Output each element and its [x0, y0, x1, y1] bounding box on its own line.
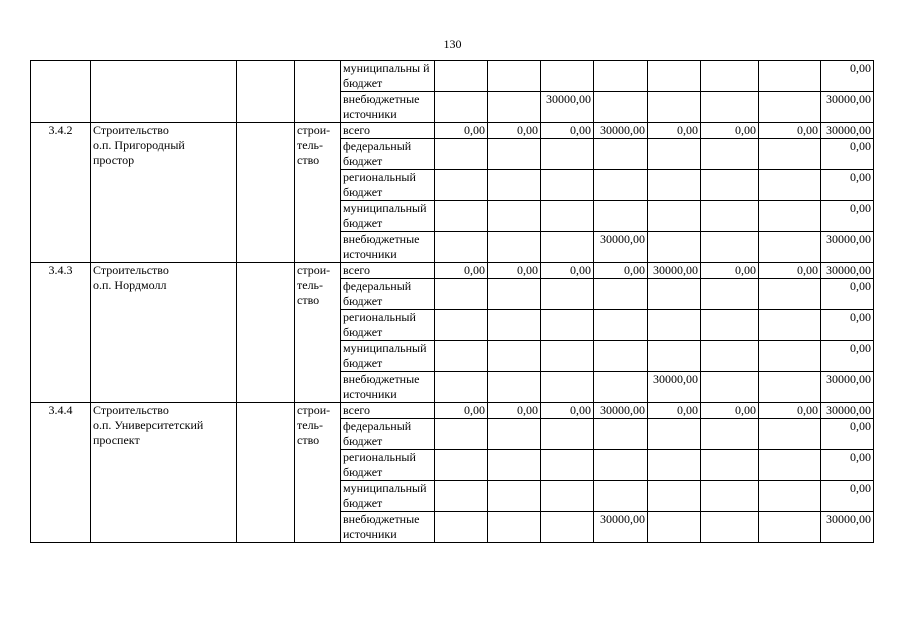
funding-value-1 — [435, 450, 488, 481]
funding-value-3 — [541, 232, 594, 263]
funding-source-cell: региональный бюджет — [341, 450, 435, 481]
funding-value-8: 0,00 — [821, 139, 874, 170]
funding-value-1 — [435, 310, 488, 341]
funding-value-6: 0,00 — [701, 123, 759, 139]
funding-value-2 — [488, 310, 541, 341]
funding-value-5 — [648, 139, 701, 170]
item-type-cell: строи- тель- ство — [295, 403, 341, 543]
funding-value-5 — [648, 92, 701, 123]
funding-value-6: 0,00 — [701, 263, 759, 279]
funding-value-4: 0,00 — [594, 263, 648, 279]
funding-value-2 — [488, 419, 541, 450]
funding-value-4: 30000,00 — [594, 403, 648, 419]
funding-value-5 — [648, 232, 701, 263]
budget-table — [30, 60, 874, 543]
funding-source-cell: всего — [341, 263, 435, 279]
funding-value-1 — [435, 201, 488, 232]
funding-value-8: 0,00 — [821, 310, 874, 341]
funding-value-7 — [759, 61, 821, 92]
item-type-cell — [295, 61, 341, 123]
item-type-cell: строи- тель- ство — [295, 263, 341, 403]
funding-value-4 — [594, 170, 648, 201]
funding-value-3 — [541, 139, 594, 170]
item-type-cell: строи- тель- ство — [295, 123, 341, 263]
funding-value-3 — [541, 310, 594, 341]
funding-value-7: 0,00 — [759, 403, 821, 419]
funding-value-3: 30000,00 — [541, 92, 594, 123]
funding-value-8: 0,00 — [821, 61, 874, 92]
funding-value-3 — [541, 512, 594, 543]
funding-value-4 — [594, 201, 648, 232]
table-row — [31, 61, 874, 92]
funding-value-4 — [594, 61, 648, 92]
funding-value-3 — [541, 341, 594, 372]
funding-value-4 — [594, 92, 648, 123]
funding-value-7 — [759, 481, 821, 512]
funding-value-3 — [541, 201, 594, 232]
funding-value-5 — [648, 481, 701, 512]
funding-value-1 — [435, 139, 488, 170]
funding-value-6 — [701, 450, 759, 481]
funding-value-3 — [541, 279, 594, 310]
funding-value-1 — [435, 341, 488, 372]
funding-value-3 — [541, 450, 594, 481]
funding-value-1: 0,00 — [435, 123, 488, 139]
funding-value-1 — [435, 232, 488, 263]
funding-value-6: 0,00 — [701, 403, 759, 419]
empty-cell — [237, 123, 295, 263]
funding-value-2 — [488, 450, 541, 481]
funding-value-2 — [488, 139, 541, 170]
funding-value-6 — [701, 232, 759, 263]
funding-value-4 — [594, 279, 648, 310]
funding-source-cell: всего — [341, 123, 435, 139]
item-name-cell: Строительство о.п. Университетский проспект — [91, 403, 237, 543]
page-number: 130 — [443, 37, 462, 51]
funding-source-cell: региональный бюджет — [341, 170, 435, 201]
funding-value-5 — [648, 341, 701, 372]
funding-value-4 — [594, 481, 648, 512]
funding-value-5 — [648, 279, 701, 310]
funding-value-2 — [488, 512, 541, 543]
funding-source-cell: федеральный бюджет — [341, 139, 435, 170]
funding-value-7 — [759, 279, 821, 310]
empty-cell — [237, 263, 295, 403]
funding-value-5 — [648, 61, 701, 92]
funding-value-8: 30000,00 — [821, 403, 874, 419]
item-name-cell: Строительство о.п. Пригородный простор — [91, 123, 237, 263]
item-code-cell: 3.4.4 — [31, 403, 91, 543]
funding-value-1: 0,00 — [435, 403, 488, 419]
funding-source-cell: региональный бюджет — [341, 310, 435, 341]
funding-source-cell: внебюджетные источники — [341, 372, 435, 403]
funding-source-cell: всего — [341, 403, 435, 419]
funding-value-2: 0,00 — [488, 403, 541, 419]
funding-value-3: 0,00 — [541, 123, 594, 139]
funding-value-2: 0,00 — [488, 123, 541, 139]
funding-value-1 — [435, 170, 488, 201]
funding-value-1 — [435, 61, 488, 92]
funding-source-cell: федеральный бюджет — [341, 419, 435, 450]
empty-cell — [237, 61, 295, 123]
funding-value-3: 0,00 — [541, 263, 594, 279]
funding-value-5: 30000,00 — [648, 372, 701, 403]
funding-source-cell: внебюджетные источники — [341, 92, 435, 123]
funding-value-5 — [648, 310, 701, 341]
funding-value-3 — [541, 481, 594, 512]
funding-value-5: 30000,00 — [648, 263, 701, 279]
funding-value-7 — [759, 372, 821, 403]
funding-value-2 — [488, 232, 541, 263]
funding-value-2 — [488, 372, 541, 403]
funding-value-8: 0,00 — [821, 341, 874, 372]
funding-value-6 — [701, 372, 759, 403]
funding-source-cell: муниципальны й бюджет — [341, 61, 435, 92]
funding-value-7: 0,00 — [759, 263, 821, 279]
funding-value-1 — [435, 372, 488, 403]
funding-value-4: 30000,00 — [594, 512, 648, 543]
funding-value-2 — [488, 170, 541, 201]
funding-value-3 — [541, 61, 594, 92]
funding-value-1 — [435, 481, 488, 512]
funding-value-5 — [648, 201, 701, 232]
funding-value-3 — [541, 372, 594, 403]
funding-source-cell: федеральный бюджет — [341, 279, 435, 310]
funding-value-2 — [488, 61, 541, 92]
funding-value-8: 30000,00 — [821, 263, 874, 279]
funding-source-cell: муниципальный бюджет — [341, 201, 435, 232]
item-name-cell — [91, 61, 237, 123]
funding-source-cell: внебюджетные источники — [341, 512, 435, 543]
funding-value-2: 0,00 — [488, 263, 541, 279]
funding-value-8: 30000,00 — [821, 372, 874, 403]
funding-value-4 — [594, 372, 648, 403]
funding-value-8: 0,00 — [821, 170, 874, 201]
funding-value-7 — [759, 341, 821, 372]
funding-value-1: 0,00 — [435, 263, 488, 279]
funding-value-2 — [488, 481, 541, 512]
funding-value-8: 0,00 — [821, 279, 874, 310]
table-row — [31, 263, 874, 279]
table-row — [31, 123, 874, 139]
funding-value-6 — [701, 481, 759, 512]
funding-value-8: 30000,00 — [821, 232, 874, 263]
funding-value-3 — [541, 170, 594, 201]
funding-value-7 — [759, 450, 821, 481]
funding-source-cell: муниципальный бюджет — [341, 481, 435, 512]
funding-value-4 — [594, 341, 648, 372]
funding-value-4: 30000,00 — [594, 232, 648, 263]
funding-value-7 — [759, 201, 821, 232]
item-code-cell: 3.4.3 — [31, 263, 91, 403]
funding-value-7 — [759, 419, 821, 450]
funding-value-7 — [759, 310, 821, 341]
funding-value-6 — [701, 341, 759, 372]
funding-source-cell: муниципальный бюджет — [341, 341, 435, 372]
funding-value-5: 0,00 — [648, 123, 701, 139]
funding-value-6 — [701, 170, 759, 201]
funding-value-5 — [648, 512, 701, 543]
funding-value-6 — [701, 310, 759, 341]
funding-value-5 — [648, 170, 701, 201]
funding-value-1 — [435, 419, 488, 450]
funding-value-7 — [759, 139, 821, 170]
funding-value-6 — [701, 139, 759, 170]
funding-value-1 — [435, 279, 488, 310]
funding-value-2 — [488, 341, 541, 372]
funding-source-cell: внебюджетные источники — [341, 232, 435, 263]
empty-cell — [237, 403, 295, 543]
item-code-cell: 3.4.2 — [31, 123, 91, 263]
funding-value-6 — [701, 61, 759, 92]
funding-value-6 — [701, 201, 759, 232]
funding-value-5: 0,00 — [648, 403, 701, 419]
funding-value-4 — [594, 419, 648, 450]
funding-value-3 — [541, 419, 594, 450]
funding-value-5 — [648, 450, 701, 481]
funding-value-2 — [488, 201, 541, 232]
funding-value-4 — [594, 310, 648, 341]
funding-value-8: 0,00 — [821, 201, 874, 232]
funding-value-7 — [759, 92, 821, 123]
funding-value-6 — [701, 92, 759, 123]
funding-value-6 — [701, 419, 759, 450]
funding-value-1 — [435, 512, 488, 543]
funding-value-7 — [759, 170, 821, 201]
funding-value-8: 0,00 — [821, 481, 874, 512]
funding-value-1 — [435, 92, 488, 123]
funding-value-4 — [594, 450, 648, 481]
item-name-cell: Строительство о.п. Нордмолл — [91, 263, 237, 403]
funding-value-8: 30000,00 — [821, 92, 874, 123]
funding-value-5 — [648, 419, 701, 450]
funding-value-8: 30000,00 — [821, 512, 874, 543]
funding-value-7 — [759, 512, 821, 543]
funding-value-4: 30000,00 — [594, 123, 648, 139]
funding-value-8: 0,00 — [821, 419, 874, 450]
funding-value-7 — [759, 232, 821, 263]
item-code-cell — [31, 61, 91, 123]
funding-value-2 — [488, 279, 541, 310]
table-row — [31, 403, 874, 419]
funding-value-8: 30000,00 — [821, 123, 874, 139]
funding-value-6 — [701, 279, 759, 310]
funding-value-3: 0,00 — [541, 403, 594, 419]
funding-value-2 — [488, 92, 541, 123]
funding-value-4 — [594, 139, 648, 170]
funding-value-8: 0,00 — [821, 450, 874, 481]
funding-value-7: 0,00 — [759, 123, 821, 139]
funding-value-6 — [701, 512, 759, 543]
